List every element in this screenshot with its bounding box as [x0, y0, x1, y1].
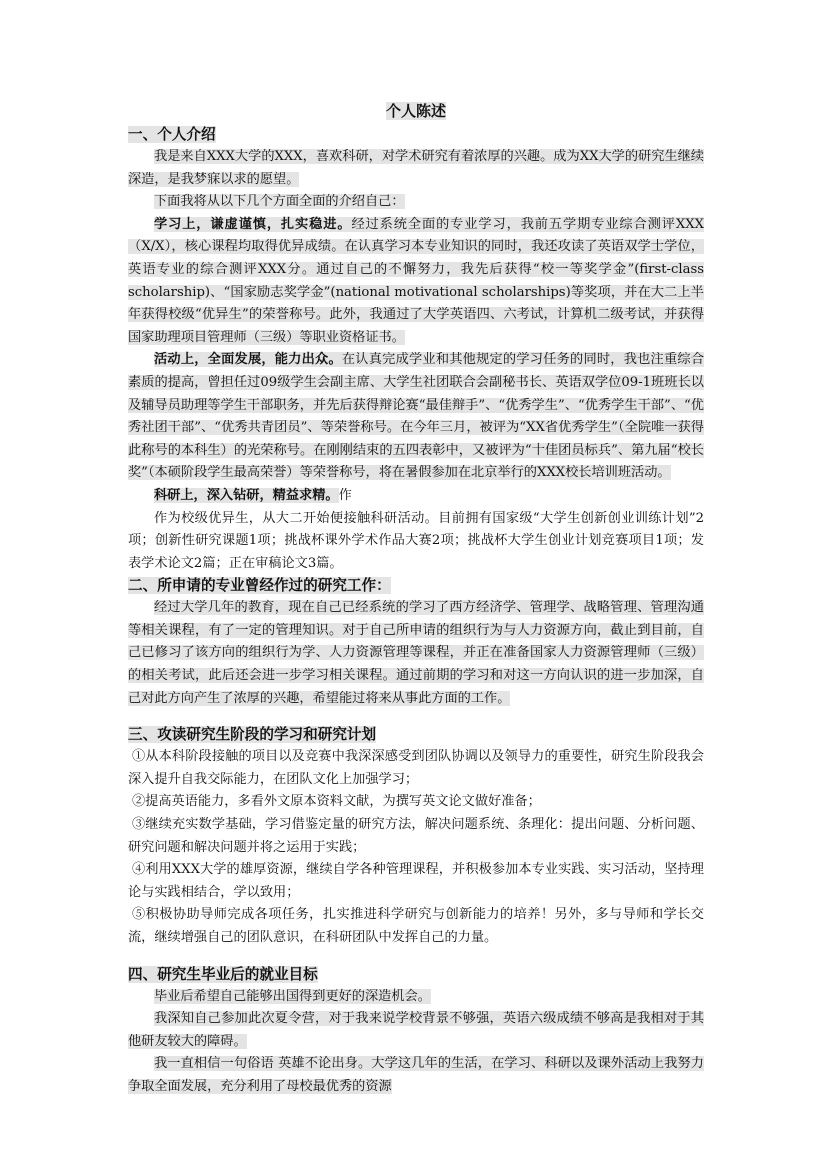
section-2-heading: 二、所申请的专业曾经作过的研究工作：	[128, 577, 391, 595]
activity-lead: 活动上，全面发展，能力出众。	[154, 352, 342, 368]
plan-item-3: ③继续充实数学基础，学习借鉴定量的研究方法，解决问题系统、条理化：提出问题、分析问题、研究问题和解决问题并将之运用于实践；	[128, 817, 704, 855]
s4-paragraph-2: 我深知自己参加此次夏令营，对于我来说学校背景不够强，英语六级成绩不够高是我相对于其他研友较大的障碍。	[128, 1011, 704, 1049]
plan-item-2: ②提高英语能力，多看外文原本资料文献，为撰写英文论文做好准备；	[132, 794, 541, 810]
plan-item-5: ⑤积极协助导师完成各项任务，扎实推进科学研究与创新能力的培养！另外，多与导师和学长交流，继续增强自己的团队意识，在科研团队中发挥自己的力量。	[128, 907, 704, 945]
s1-paragraph-activity	[128, 349, 704, 485]
activity-text: 在认真完成学业和其他规定的学习任务的同时，我也注重综合素质的提高，曾担任过09级学生会副主席、大学生社团联合会副秘书长、英语双学位09-1班班长以及辅导员助理等学生干部职务，并先后获得辩论赛“最佳辩手”、“优秀学生”、“优秀学生干部”、“优秀社团干部”、“优秀共青团员”、等荣誉称号。在今年三月，被评为“XX省优秀学生”（全院唯一获得此称号的本科生）的光荣称号。在刚刚结束的五四表彰中，又被评为“十佳团员标兵”、第九届“校长奖”（本硕阶段学生最高荣誉）等荣誉称号，将在暑假参加在北京举行的XXX校长培训班活动。	[128, 352, 705, 481]
research-lead: 科研上，深入钻研，精益求精。	[154, 487, 339, 503]
s1-paragraph-research-detail: 作为校级优异生，从大二开始便接触科研活动。目前拥有国家级“大学生创新创业训练计划”2项；创新性研究课题1项；挑战杯课外学术作品大赛2项；挑战杯大学生创业计划竞赛项目1项；发表学术论文2篇；正在审稿论文3篇。	[128, 510, 704, 571]
document-page	[128, 100, 704, 1099]
section-4-heading: 四、研究生毕业后的就业目标	[128, 965, 318, 983]
s4-paragraph-3: 我一直相信一句俗语 英雄不论出身。大学这几年的生活，在学习、科研以及课外活动上我努力争取全面发展，充分利用了母校最优秀的资源	[128, 1056, 704, 1094]
section-1-heading: 一、个人介绍	[128, 126, 216, 143]
s1-paragraph-research	[128, 485, 704, 508]
s1-paragraph-1: 我是来自XXX大学的XXX，喜欢科研，对学术研究有着浓厚的兴趣。成为XX大学的研究生继续深造，是我梦寐以求的愿望。	[128, 149, 704, 187]
plan-item-4: ④利用XXX大学的雄厚资源，继续自学各种管理课程，并积极参加本专业实践、实习活动，坚持理论与实践相结合，学以致用；	[128, 862, 704, 900]
section-3-heading: 三、攻读研究生阶段的学习和研究计划	[128, 726, 377, 744]
s1-paragraph-study	[128, 214, 704, 350]
research-text: 作	[338, 487, 352, 503]
study-text: 经过系统全面的专业学习，我前五学期专业综合测评XXX（X/X），核心课程均取得优异成绩。在认真学习本专业知识的同时，我还攻读了英语双学士学位，英语专业的综合测评XXX分。通过自己的不懈努力，我先后获得“校一等奖学金”(first-class scholarship)、“国家励志奖学金”(national motivational scholarships)等奖项，并在大二上半年获得校级“优异生”的荣誉称号。此外，我通过了大学英语四、六考试，计算机二级考试，并获得国家助理项目管理师（三级）等职业资格证书。	[128, 216, 704, 345]
study-lead: 学习上，谦虚谨慎，扎实稳进。	[154, 216, 352, 232]
s2-paragraph-1: 经过大学几年的教育，现在自己已经系统的学习了西方经济学、管理学、战略管理、管理沟通等相关课程，有了一定的管理知识。对于自己所申请的组织行为与人力资源方向，截止到目前，自己已修习了该方向的组织行为学、人力资源管理等课程，并正在准备国家人力资源管理师（三级）的相关考试，此后还会进一步学习相关课程。通过前期的学习和对这一方向认识的进一步加深，自己对此方向产生了浓厚的兴趣，希望能过将来从事此方面的工作。	[128, 600, 704, 706]
s1-paragraph-2: 下面我将从以下几个方面全面的介绍自己：	[154, 194, 405, 210]
plan-item-1: ①从本科阶段接触的项目以及竞赛中我深深感受到团队协调以及领导力的重要性，研究生阶段我会深入提升自我交际能力，在团队文化上加强学习；	[128, 749, 704, 787]
document-title: 个人陈述	[385, 102, 446, 120]
s4-paragraph-1: 毕业后希望自己能够出国得到更好的深造机会。	[154, 988, 431, 1004]
